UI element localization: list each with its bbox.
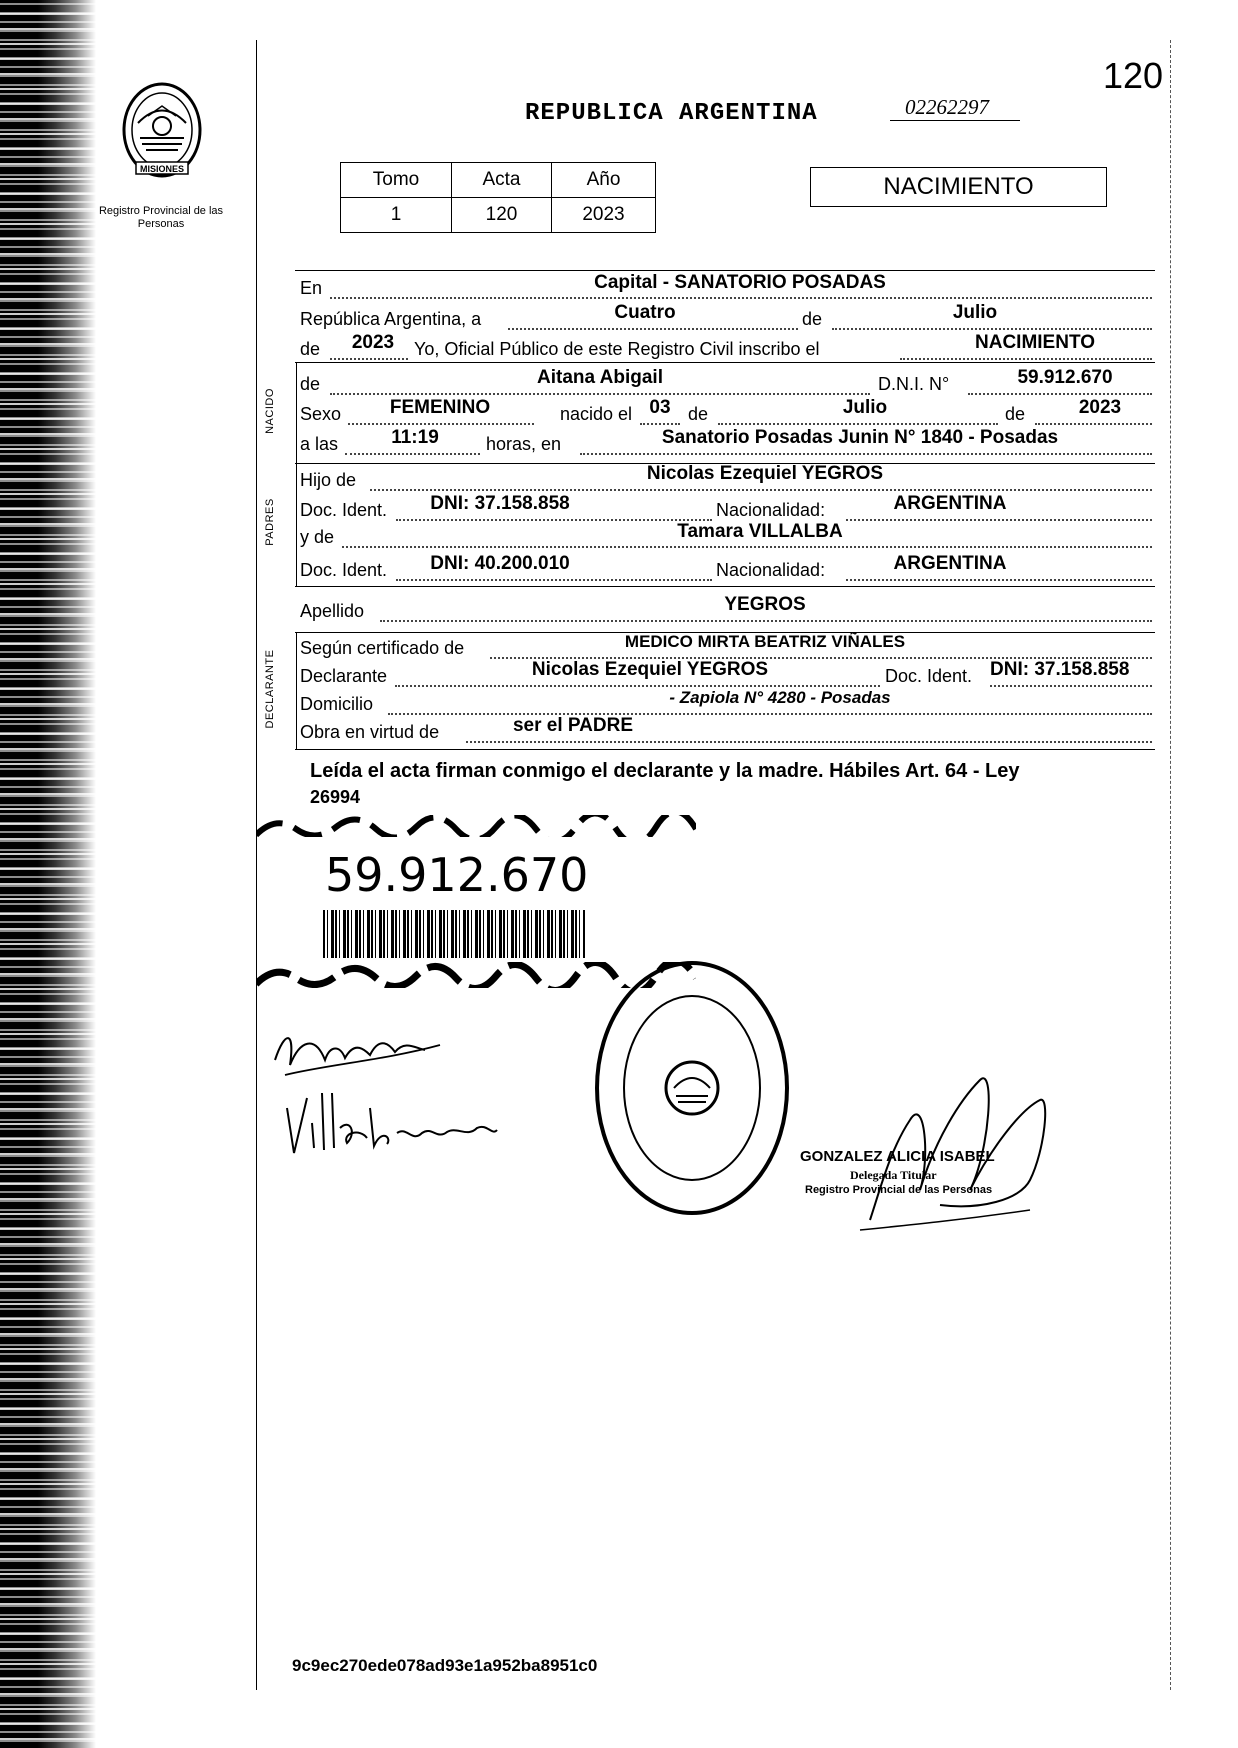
value-padre-nac: ARGENTINA [893,493,1007,514]
right-frame-line [1170,40,1171,1690]
value-mes: Julio [842,397,888,418]
label-nac-madre: Nacionalidad: [716,560,826,580]
rule-padres-bottom [295,586,1155,587]
handwritten-signature-icon [830,1040,1080,1240]
value-obra-en-virtud: ser el PADRE [512,715,634,736]
anio-header: Año [552,163,656,198]
dots-mes-nac [718,423,998,425]
official-office: Registro Provincial de las Personas [805,1184,993,1196]
acta-value: 120 [452,198,552,233]
signature-madre [282,1088,502,1158]
label-de-mes: de [802,309,823,329]
country-title: REPUBLICA ARGENTINA [525,100,818,127]
label-domicilio: Domicilio [300,694,374,714]
label-nac-padre: Nacionalidad: [716,500,826,520]
dots-doc-madre [396,579,712,581]
label-en: En [300,278,323,298]
rule-top [295,270,1155,271]
registry-name: Registro Provincial de las Personas [98,205,224,230]
label-obra-en-virtud: Obra en virtud de [300,722,440,742]
svg-text:MISIONES: MISIONES [139,164,185,174]
label-declarante: Declarante [300,666,388,686]
value-padre: Nicolas Ezequiel YEGROS [646,463,884,484]
misiones-emblem-icon [118,78,206,198]
dots-nac-madre [846,579,1152,581]
official-title: Delegada Titular [850,1168,937,1182]
record-type-box: NACIMIENTO [810,167,1107,207]
document-hash: 9c9ec270ede078ad93e1a952ba8951c0 [292,1656,598,1675]
label-republica: República Argentina, a [300,309,482,329]
value-dia: 03 [649,397,671,418]
barcode [323,910,585,958]
value-declarante: Nicolas Ezequiel YEGROS [531,659,769,680]
label-horas-en: horas, en [486,434,562,454]
value-apellido: YEGROS [724,594,806,615]
dots-anio [330,358,408,360]
dots-en [330,297,1152,299]
value-nombre: Aitana Abigail [537,367,663,388]
label-yo-oficial: Yo, Oficial Público de este Registro Civil inscribo el [414,339,820,359]
label-sexo: Sexo [300,404,342,424]
dots-nombre [330,393,870,395]
closing-text-line2: 26994 [310,787,361,807]
rule-declarante-bottom [295,749,1155,750]
dots-dia-nac [640,423,680,425]
dots-inscribo [900,358,1152,360]
serial-number: 02262297 [905,95,989,119]
left-frame-line [256,40,257,1690]
value-dni: 59.912.670 [1017,367,1113,388]
label-doc-madre: Doc. Ident. [300,560,388,580]
value-domicilio: - Zapiola N° 4280 - Posadas [669,688,891,707]
dots-obra [466,741,1152,743]
side-label-declarante: DECLARANTE [264,649,276,729]
side-label-nacido: NACIDO [264,388,276,434]
signature-declarante [265,1020,455,1090]
value-certificado: MEDICO MIRTA BEATRIZ VIÑALES [624,632,906,651]
handwritten-signature-icon [282,1088,502,1158]
value-lugar: Capital - SANATORIO POSADAS [594,272,886,293]
value-sexo: FEMENINO [389,397,491,418]
tomo-header: Tomo [341,163,452,198]
label-segun-certificado: Según certificado de [300,638,465,658]
declarante-bar [296,632,297,749]
side-label-padres: PADRES [264,498,276,546]
label-a-las: a las [300,434,339,454]
dni-stamp-number: 59.912.670 [325,848,589,902]
value-padre-doc: DNI: 37.158.858 [430,493,570,514]
label-hijo-de: Hijo de [300,470,357,490]
label-nacido-el: nacido el [560,404,633,424]
value-madre-nac: ARGENTINA [893,553,1007,574]
record-table [340,162,656,233]
dots-lugar-nac [580,453,1152,455]
label-y-de: y de [300,527,335,547]
official-name: GONZALEZ ALICIA ISABEL [800,1148,995,1165]
seal-icon [592,958,792,1218]
label-de-nombre: de [300,374,321,394]
official-seal [592,958,792,1218]
dots-padre [370,489,1152,491]
dots-madre [342,546,1152,548]
dots-anio-nac [1035,423,1152,425]
closing-text-line1: Leída el acta firman conmigo el declarante y la madre. Hábiles Art. 64 - Ley [310,760,1020,782]
value-mes-letras: Julio [952,302,998,323]
page-number: 120 [1103,55,1164,96]
registry-logo [118,78,206,198]
dots-apellido [380,620,1152,622]
label-doc-padre: Doc. Ident. [300,500,388,520]
label-apellido: Apellido [300,601,365,621]
value-anio-nac: 2023 [1078,397,1122,418]
serial-underline [890,120,1020,121]
label-dni: D.N.I. N° [878,374,950,394]
tomo-value: 1 [341,198,452,233]
label-de-mes-nac: de [688,404,709,424]
value-dia-letras: Cuatro [614,302,676,323]
signature-official [830,1040,1080,1240]
rule-nacido-top [295,362,1155,363]
value-declarante-doc: DNI: 37.158.858 [990,659,1130,680]
value-lugar-nac: Sanatorio Posadas Junin N° 1840 - Posadas [661,427,1059,448]
dots-doc-declarante [990,685,1152,687]
dots-sexo [348,423,534,425]
dots-declarante [395,685,880,687]
acta-header: Acta [452,163,552,198]
value-madre-doc: DNI: 40.200.010 [430,553,570,574]
value-inscribo: NACIMIENTO [975,332,1095,353]
dots-hora [345,453,480,455]
anio-value: 2023 [552,198,656,233]
label-de-anio-nac: de [1005,404,1026,424]
value-hora: 11:19 [391,427,439,448]
dots-dni [968,393,1152,395]
stamp-wave-top [256,815,696,837]
value-madre: Tamara VILLALBA [677,521,843,542]
label-de-anio: de [300,339,321,359]
label-doc-declarante: Doc. Ident. [885,666,973,686]
padres-bar [296,463,297,586]
nacido-bar [296,362,297,463]
dots-mes [832,328,1152,330]
handwritten-signature-icon [265,1020,455,1090]
dots-dia [508,328,798,330]
dots-nac-padre [846,519,1152,521]
value-anio: 2023 [351,332,395,353]
scan-edge [0,0,96,1748]
